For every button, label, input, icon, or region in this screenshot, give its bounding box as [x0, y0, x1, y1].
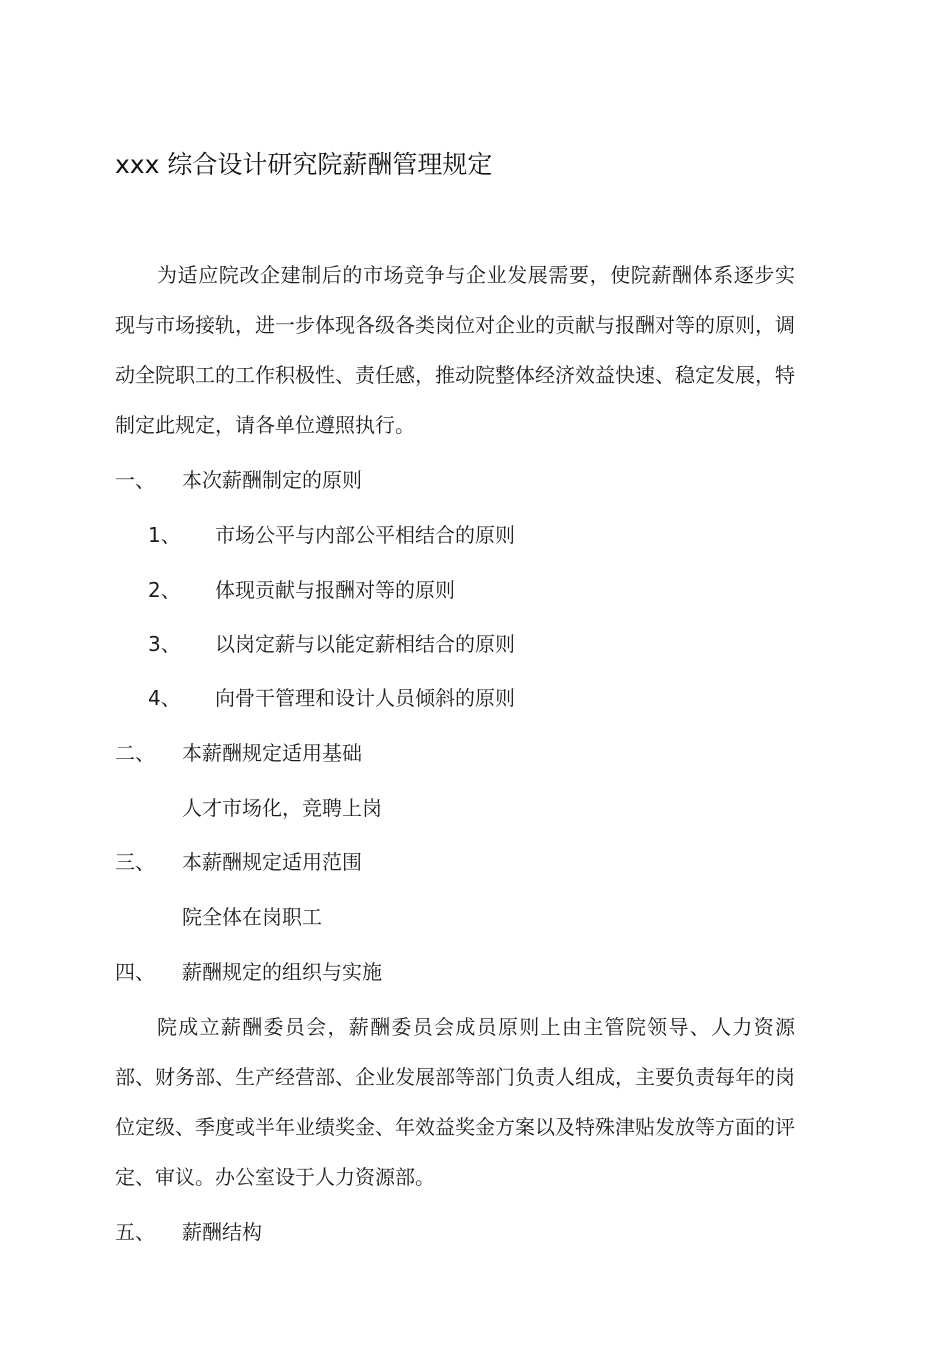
- document-title: xxx 综合设计研究院薪酬管理规定: [115, 150, 493, 179]
- section-title: 本次薪酬制定的原则: [182, 468, 362, 492]
- item-text: 以岗定薪与以能定薪相结合的原则: [215, 632, 515, 656]
- item-number: 1、: [148, 523, 181, 547]
- item-text: 市场公平与内部公平相结合的原则: [215, 523, 515, 547]
- section-number: 五、: [115, 1220, 155, 1244]
- section-title: 本薪酬规定适用范围: [182, 850, 362, 874]
- section-title: 薪酬规定的组织与实施: [182, 960, 382, 984]
- item-text: 向骨干管理和设计人员倾斜的原则: [215, 686, 515, 710]
- section-number: 四、: [115, 960, 155, 984]
- section-title: 薪酬结构: [182, 1220, 262, 1244]
- section-paragraph: 院成立薪酬委员会，薪酬委员会成员原则上由主管院领导、人力资源部、财务部、生产经营部、企业发展部等部门负责人组成，主要负责每年的岗位定级、季度或半年业绩奖金、年效益奖金方案以及特殊津贴发放等方面的评定、审议。办公室设于人力资源部。: [115, 1015, 795, 1189]
- intro-paragraph: 为适应院改企建制后的市场竞争与企业发展需要，使院薪酬体系逐步实现与市场接轨，进一步体现各级各类岗位对企业的贡献与报酬对等的原则，调动全院职工的工作积极性、责任感，推动院整体经济效益快速、稳定发展，特制定此规定，请各单位遵照执行。: [115, 263, 795, 437]
- item-text: 体现贡献与报酬对等的原则: [215, 578, 455, 602]
- section-number: 一、: [115, 468, 155, 492]
- item-number: 4、: [148, 686, 181, 710]
- section-number: 三、: [115, 850, 155, 874]
- item-number: 3、: [148, 632, 181, 656]
- section-title: 本薪酬规定适用基础: [182, 741, 362, 765]
- section-number: 二、: [115, 741, 155, 765]
- section-body: 院全体在岗职工: [182, 905, 322, 929]
- section-body: 人才市场化，竞聘上岗: [182, 796, 382, 820]
- item-number: 2、: [148, 578, 181, 602]
